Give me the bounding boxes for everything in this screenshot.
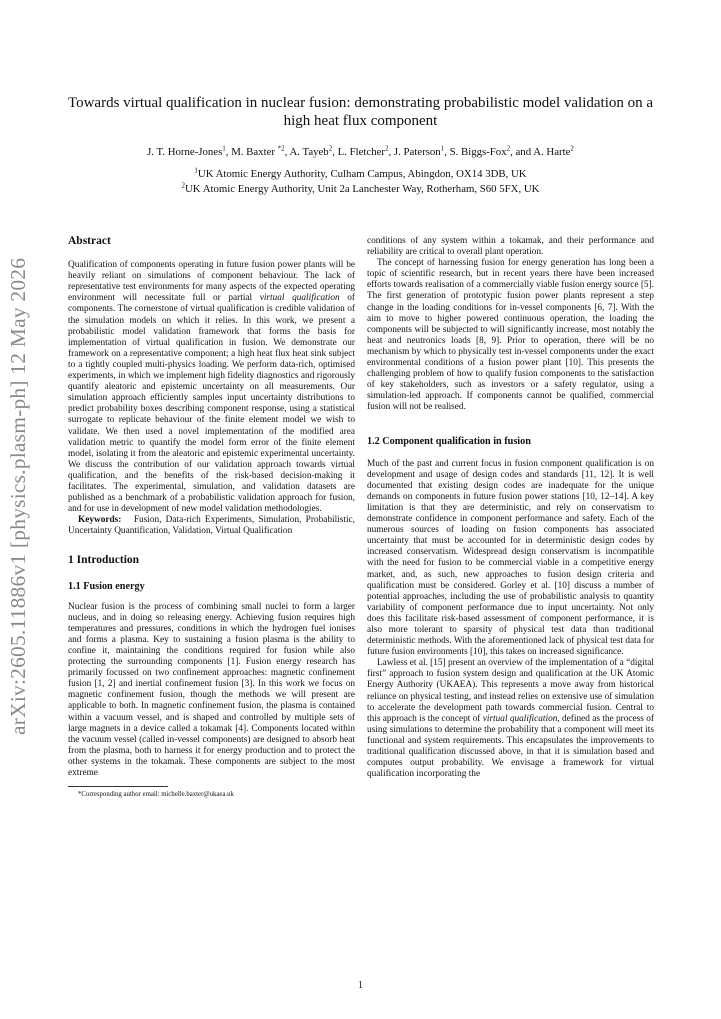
author: S. Biggs-Fox: [449, 146, 507, 158]
author: L. Fletcher: [337, 146, 385, 158]
paper-title: Towards virtual qualification in nuclear fusion: demonstrating probabilistic model validation on a high heat flux component: [67, 95, 654, 129]
left-column: [68, 236, 355, 799]
page-number: 1: [358, 980, 363, 991]
footnote: *Corresponding author email: michelle.baxter@ukaea.uk: [78, 791, 234, 799]
paragraph: The concept of harnessing fusion for energy generation has long been a topic of scientific research, but in recent years there have been increased efforts towards realisation of a commercially viable fusion energy source [5]. The first generation of prototypic fusion power plants represent a step change in the loading conditions for in-vessel components [6, 7]. With the aim to move to higher powered continuous operation, the loading the components will be subjected to will significantly increase, most notably the heat and neutronics loads [8, 9]. Prior to operation, there will be no mechanism by which to physically test in-vessel components under the exact environmental conditions of a fusion power plant [10]. This presents the challenging problem of how to qualify fusion components to the satisfaction of key stakeholders, such as investors or a safety regulator, using a simulation-led approach. If components cannot be qualified, commercial fusion will not be realised.: [367, 258, 654, 413]
paragraph: Much of the past and current focus in fusion component qualification is on development and usage of design codes and standards [11, 12]. It is well documented that existing design codes are inadequate for the unique demands on components in future fusion power stations [10, 12–14]. A key limitation is that they are deterministic, and rely on conservatism to demonstrate confidence in component performance and safety. Each of the numerous sources of loading on fusion components has associated uncertainty that must be accounted for in deterministic design codes by increased conservatism. Widespread design conservatism is incompatible with the need for fusion to be commercial viable in a competitive energy market, and, as such, new approaches to fusion design criteria and qualification must be considered. Gorley et al. [10] discuss a number of potential approaches, including the use of probabilistic analysis to quantity variability of component performance due to input uncertainty. Not only does this facilitate risk-based assessment of component performance, it is also more tolerant to sparsity of physical test data than traditional deterministic methods. With the aforementioned lack of physical test data for future fusion environments [10], this takes on increased significance.: [367, 458, 654, 658]
keywords: Keywords: Fusion, Data-rich Experiments, Simulation, Probabilistic, Uncertainty Quantification, Validation, Virtual Qualification: [68, 515, 355, 537]
affiliation-2: $^2$UK Atomic Energy Authority, Unit 2a Lanchester Way, Rotherham, S60 5FX, UK: [181, 181, 540, 195]
author-list: J. T. Horne-Jones$^1$, M. Baxter $^{*2}$, A. Tayeb$^2$, L. Fletcher$^2$, J. Paterson$^1$, S. Biggs-Fox$^2$, and A. Harte$^2$: [147, 144, 574, 158]
author: M. Baxter: [231, 146, 275, 158]
author: A. Harte: [533, 146, 571, 158]
abstract-text: Qualification of components operating in future fusion power plants will be heavily reliant on simulations of component behaviour. The lack of representative test environments for many aspects of the expected operating environment will necessitate full or partial virtual qualification of components. The cornerstone of virtual qualification is credible validation of the simulation models on which it relies. In this work, we present a probabilistic model validation framework that forms the basis for implementation of virtual qualification in fusion. We demonstrate our framework on a representative component; a high heat flux heat sink subject to a tightly coupled multi-physics loading. We perform data-rich, optimised experiments, in which we implement high fidelity diagnostics and rigorously quantify aleatoric and epistemic uncertainty on all measurements. Our simulation approach efficiently samples input uncertainty distributions to predict probability boxes describing component response, using a statistical surrogate to replicate behaviour of the finite element model we wish to validate. We then used a novel implementation of the modified area validation metric to quantify the model form error of the finite element model, isolating it from the aleatoric and epistemic experimental uncertainty. We discuss the contribution of our validation approach towards virtual qualification, and the benefits of the risk-based decision-making it facilitates. The experimental, simulation, and validation datasets are published as a benchmark of a probabilistic validation approach for fusion, and for use in development of new model validation methodologies.: [68, 260, 355, 515]
paragraph: Lawless et al. [15] present an overview of the implementation of a “digital first” approach to fusion system design and qualification at the UK Atomic Energy Authority (UKAEA). This represents a move away from historical reliance on physical testing, and instead relies on extensive use of simulation to accelerate the development path towards commercial fusion. Central to this approach is the concept of virtual qualification, defined as the process of using simulations to determine the probability that a component will meet its functional and system requirements. This encapsulates the improvements to traditional qualification discussed above, in that it is simulation based and computes output probability. We envisage a framework for virtual qualification incorporating the: [367, 658, 655, 780]
author: J. Paterson: [393, 146, 441, 158]
subsection-fusion-energy-heading: 1.1 Fusion energy: [68, 580, 145, 592]
author: A. Tayeb: [289, 146, 329, 158]
paragraph: Nuclear fusion is the process of combining small nuclei to form a larger nucleus, and in doing so releasing energy. Achieving fusion requires high temperatures and pressures, conditions in which the hydrogen fuel ionises and forms a plasma. Key to sustaining a fusion plasma is the ability to confine it, maintaining the conditions required for fusion while also protecting the surrounding components [1]. Fusion energy research has primarily focussed on two confinement approaches: magnetic confinement fusion [1, 2] and inertial confinement fusion [3]. In this work we focus on magnetic confinement fusion, though the methods we will present are applicable to both. In magnetic confinement fusion, the plasma is contained within a vacuum vessel, and is shaped and controlled by multiple sets of large magnets in a device called a tokamak [4]. Components located within the vacuum vessel (called in-vessel components) are designed to absorb heat from the plasma, both to harness it for energy production and to protect the other systems in the tokamak. These components are subject to the most extreme: [68, 601, 355, 779]
affiliation-1: $^1$UK Atomic Energy Authority, Culham Campus, Abingdon, OX14 3DB, UK: [194, 166, 527, 180]
paragraph: conditions of any system within a tokamak, and their performance and reliability are critical to overall plant operation.: [367, 236, 654, 258]
arxiv-identifier: arXiv:2605.11886v1 [physics.plasm-ph] 12 May 2026: [6, 257, 30, 735]
right-column: [367, 236, 654, 780]
abstract-heading: Abstract: [68, 235, 111, 247]
author: J. T. Horne-Jones: [147, 146, 223, 158]
subsection-component-qualification-heading: 1.2 Component qualification in fusion: [367, 435, 531, 447]
section-introduction-heading: 1 Introduction: [68, 554, 140, 567]
footnote-rule: [68, 786, 168, 787]
